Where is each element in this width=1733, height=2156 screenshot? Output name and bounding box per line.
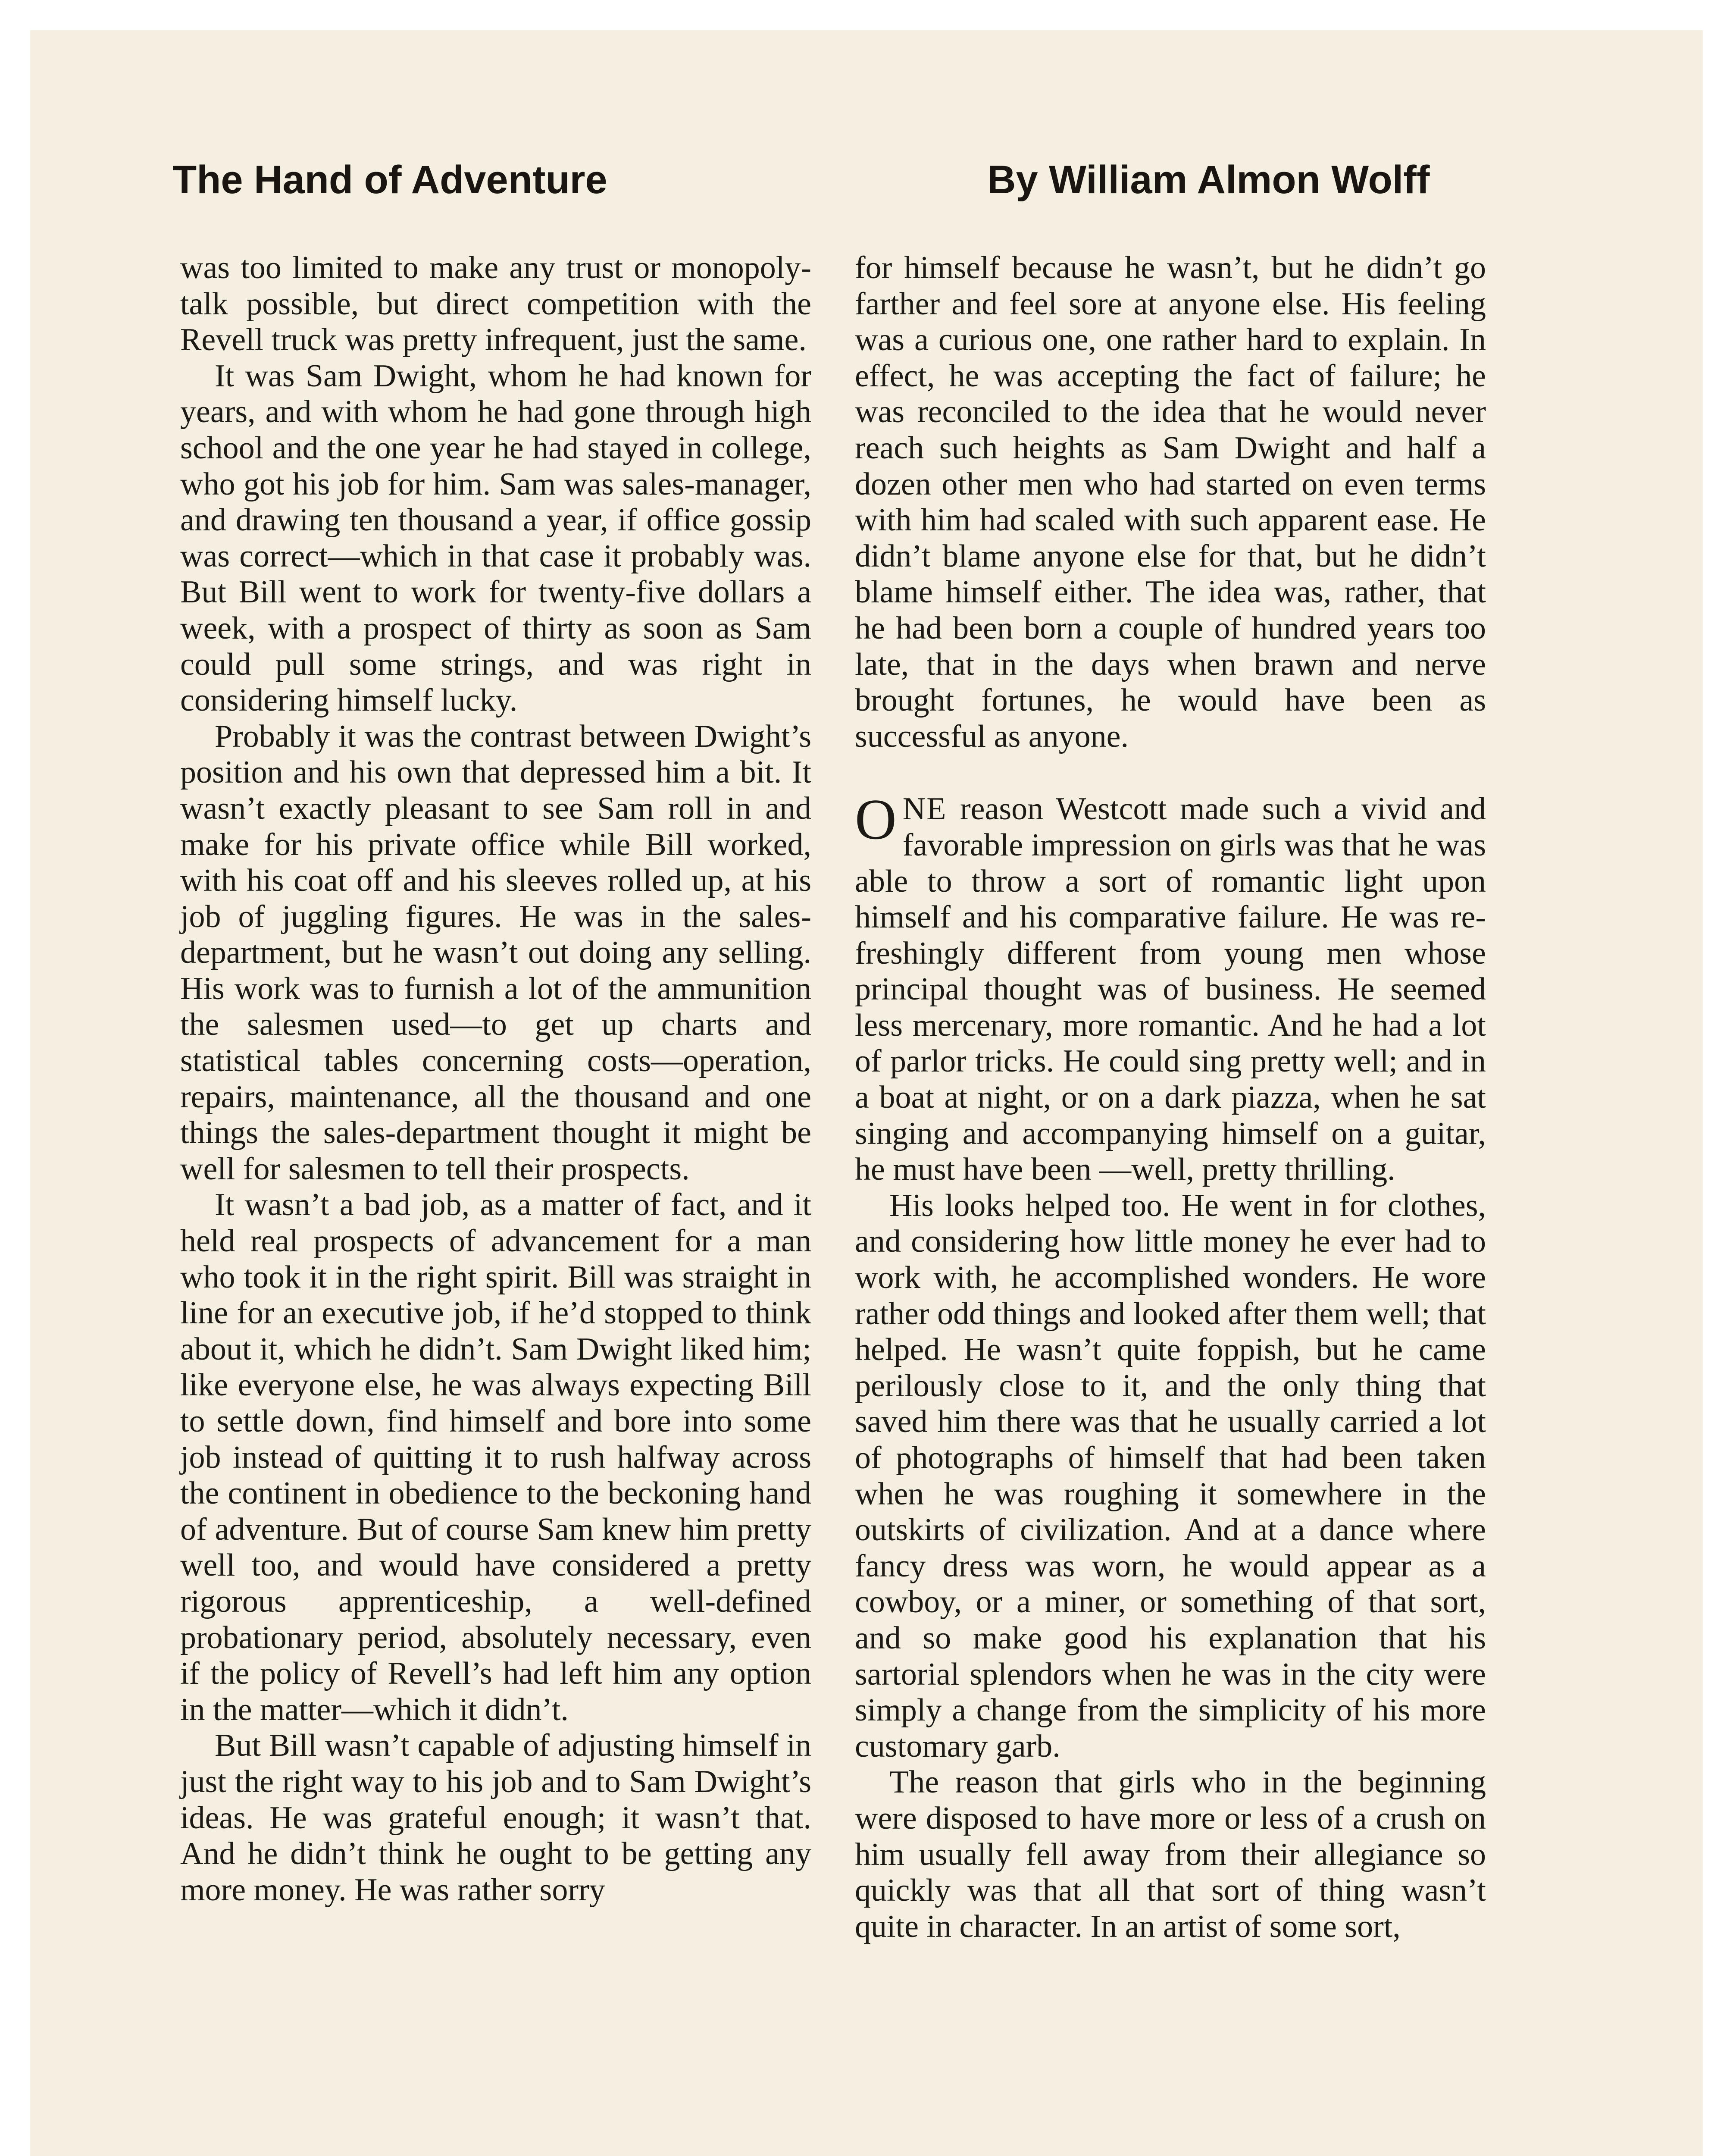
paragraph: His looks helped too. He went in for clothes, and considering how little money he ever had to work with, he accomplished wonders. He wore rather odd things and looked after them well; that helped. He wasn’t quite foppish, but he came perilously close to it, and the only thing that saved him there was that he usually carried a lot of photographs of himself that had been taken when he was roughing it somewhere in the outskirts of civilization. And at a dance where fancy dress was worn, he would appear as a cowboy, or a miner, or something of that sort, and so make good his explanation that his sartorial splendors when he was in the city were simply a change from the simplicity of his more customary garb. xyxy=(855,1188,1486,1764)
paragraph: But Bill wasn’t capable of adjusting himself in just the right way to his job and to Sam Dwight’s ideas. He was grateful enough; it wasn’t that. And he didn’t think he ought to be getting any more money. He was rather sorry xyxy=(180,1728,811,1908)
paragraph: Probably it was the contrast between Dwight’s position and his own that depressed him a bit. It wasn’t exactly pleasant to see Sam roll in and make for his private office while Bill worked, with his coat off and his sleeves rolled up, at his job of juggling figures. He was in the sales-department, but he wasn’t out doing any selling. His work was to furnish a lot of the ammunition the salesmen used—to get up charts and statistical tables concerning costs—operation, repairs, maintenance, all the thousand and one things the sales-department thought it might be well for salesmen to tell their prospects. xyxy=(180,718,811,1187)
paragraph: It was Sam Dwight, whom he had known for years, and with whom he had gone through high school and the one year he had stayed in college, who got his job for him. Sam was sales-manager, and drawing ten thousand a year, if office gossip was correct—which in that case it probably was. But Bill went to work for twenty-five dollars a week, with a prospect of thirty as soon as Sam could pull some strings, and was right in considering himself lucky. xyxy=(180,358,811,718)
paragraph: The reason that girls who in the beginning were disposed to have more or less of a crush on him usually fell away from their allegiance so quickly was that all that sort of thing wasn’t quite in character. In an artist of some sort, xyxy=(855,1764,1486,1944)
left-text-column xyxy=(180,250,811,1908)
paragraph: It wasn’t a bad job, as a matter of fact, and it held real prospects of advancement for a man who took it in the right spirit. Bill was straight in line for an executive job, if he’d stopped to think about it, which he didn’t. Sam Dwight liked him; like everyone else, he was always expecting Bill to settle down, find himself and bore into some job instead of quitting it to rush halfway across the continent in obedience to the beckoning hand of adventure. But of course Sam knew him pretty well too, and would have considered a pretty rigorous apprenticeship, a well-defined probationary period, absolutely necessary, even if the policy of Revell’s had left him any option in the matter—which it didn’t. xyxy=(180,1187,811,1727)
section-opening-paragraph xyxy=(855,787,1486,1188)
paragraph-text: reason Westcott made such a vivid and favorable impression on girls was that he was able to throw a sort of romantic light upon himself and his comparative failure. He was refreshingly different from young men whose principal thought was of business. He seemed less mercenary, more romantic. And he had a lot of parlor tricks. He could sing pretty well; and in a boat at night, or on a dark piazza, when he sat singing and accompanying himself on a guitar, he must have been —well, pretty thrilling. xyxy=(855,791,1486,1188)
paragraph: was too limited to make any trust or monopoly-talk possible, but direct competition with the Revell truck was pretty infrequent, just the same. xyxy=(180,250,811,358)
author-byline: By William Almon Wolff xyxy=(987,158,1430,202)
lead-in-word: NE xyxy=(902,791,947,827)
story-title: The Hand of Adventure xyxy=(172,158,607,202)
right-text-column xyxy=(855,250,1486,1945)
drop-cap: O xyxy=(855,787,897,852)
paragraph: for himself because he wasn’t, but he didn’t go farther and feel sore at anyone else. His feeling was a curious one, one rather hard to explain. In effect, he was accepting the fact of failure; he was reconciled to the idea that he would never reach such heights as Sam Dwight and half a dozen other men who had started on even terms with him had scaled with such apparent ease. He didn’t blame anyone else for that, but he didn’t blame himself either. The idea was, rather, that he had been born a couple of hundred years too late, that in the days when brawn and nerve brought fortunes, he would have been as successful as anyone. xyxy=(855,250,1486,754)
